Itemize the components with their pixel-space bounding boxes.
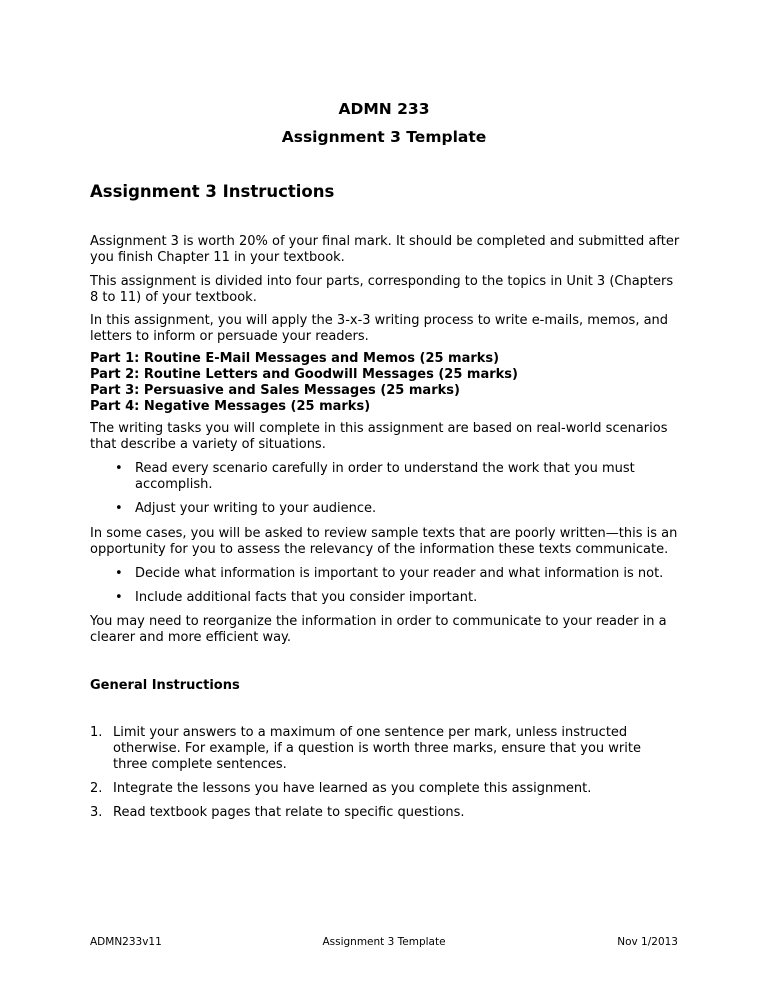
item-text: Limit your answers to a maximum of one sentence per mark, unless instructed otherwise. For example, if a question is worth three marks, ensure that you write three complete sentences.: [113, 725, 641, 772]
bullet-text: Include additional facts that you consider important.: [135, 590, 478, 605]
course-code: ADMN 233: [338, 100, 430, 118]
bullet-glyph: •: [115, 501, 123, 516]
bullet-text: Decide what information is important to your reader and what information is not.: [135, 566, 664, 581]
paragraph-4-text: The writing tasks you will complete in this assignment are based on real-world scenarios that describe a variety of situations.: [90, 421, 668, 452]
document-subtitle: Assignment 3 Template: [281, 128, 487, 146]
paragraph-3: [90, 313, 680, 345]
part-item: Part 4: Negative Messages (25 marks): [90, 399, 371, 414]
footer-right: Nov 1/2013: [617, 936, 678, 948]
paragraph-6: [90, 614, 680, 646]
instructions-heading: Assignment 3 Instructions: [90, 182, 335, 201]
paragraph-5: [90, 526, 680, 558]
item-number: 2.: [90, 781, 103, 796]
parts-list: [90, 351, 680, 415]
paragraph-1: [90, 234, 680, 266]
item-text: Read textbook pages that relate to specific questions.: [113, 805, 465, 820]
item-number: 1.: [90, 725, 103, 740]
item-number: 3.: [90, 805, 103, 820]
part-item: Part 3: Persuasive and Sales Messages (25 marks): [90, 383, 460, 398]
footer-left: ADMN233v11: [90, 936, 162, 948]
part-item: Part 2: Routine Letters and Goodwill Messages (25 marks): [90, 367, 518, 382]
footer-center: Assignment 3 Template: [322, 936, 446, 948]
bullet-text: Read every scenario carefully in order to understand the work that you must accomplish.: [135, 461, 635, 492]
paragraph-1-text: Assignment 3 is worth 20% of your final mark. It should be completed and submitted after you finish Chapter 11 in your textbook.: [90, 234, 680, 265]
paragraph-5-text: In some cases, you will be asked to review sample texts that are poorly written—this is an opportunity for you to assess the relevancy of the information these texts communicate.: [90, 526, 678, 557]
paragraph-6-text: You may need to reorganize the information in order to communicate to your reader in a clearer and more efficient way.: [90, 614, 667, 645]
paragraph-4: [90, 421, 680, 453]
paragraph-2: [90, 274, 680, 306]
paragraph-3-text: In this assignment, you will apply the 3-x-3 writing process to write e-mails, memos, and letters to inform or persuade your readers.: [90, 313, 669, 344]
item-text: Integrate the lessons you have learned as you complete this assignment.: [113, 781, 592, 796]
bullet-glyph: •: [115, 566, 123, 581]
general-instructions-heading: General Instructions: [90, 678, 240, 693]
bullet-glyph: •: [115, 461, 123, 476]
paragraph-2-text: This assignment is divided into four parts, corresponding to the topics in Unit 3 (Chapters 8 to 11) of your textbook.: [90, 274, 674, 305]
bullet-text: Adjust your writing to your audience.: [135, 501, 377, 516]
bullet-glyph: •: [115, 590, 123, 605]
part-item: Part 1: Routine E-Mail Messages and Memos (25 marks): [90, 351, 500, 366]
